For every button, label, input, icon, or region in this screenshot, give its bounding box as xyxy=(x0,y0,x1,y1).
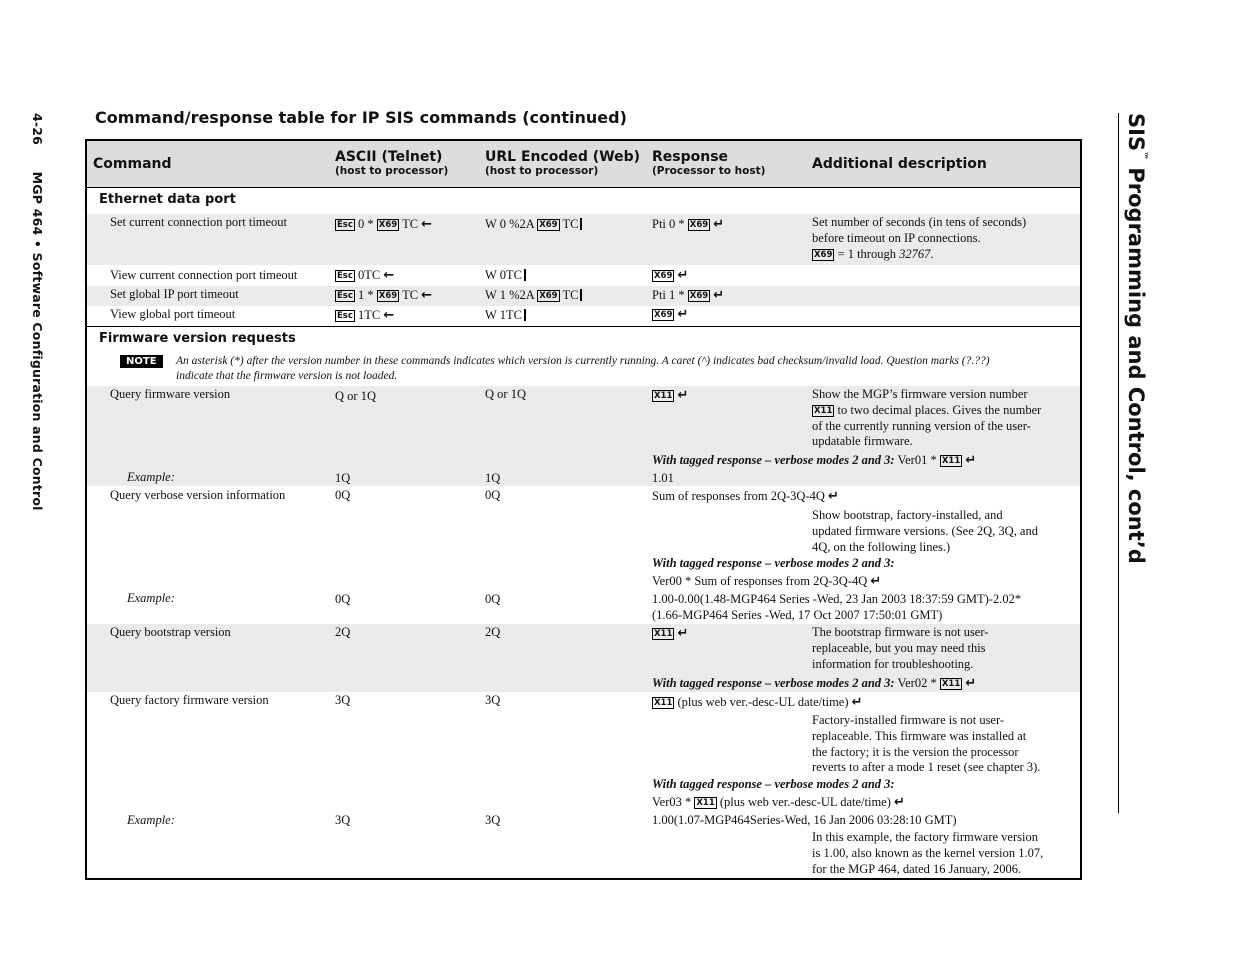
resp-query-verbose: Sum of responses from 2Q-3Q-4Q ↵ xyxy=(652,489,839,504)
tagged-resp-query-verbose: Ver00 * Sum of responses from 2Q-3Q-4Q ↵ xyxy=(652,574,882,589)
table-title: Command/response table for IP SIS commands (continued) xyxy=(95,108,627,127)
x11-key-icon: X11 xyxy=(941,456,961,466)
url-query-factory: 3Q xyxy=(485,693,501,707)
trademark: ™ xyxy=(1138,151,1148,161)
x69-key-icon: X69 xyxy=(539,220,558,230)
tagged-query-verbose: With tagged response – verbose modes 2 and 3: xyxy=(652,556,895,570)
x69-key-icon: X69 xyxy=(654,310,673,320)
example-url: 1Q xyxy=(485,471,501,485)
side-header-right xyxy=(1122,113,1148,583)
pipe-icon xyxy=(524,309,526,321)
x11-key-icon: X11 xyxy=(654,391,673,401)
resp-query-bootstrap xyxy=(652,626,688,642)
x69-key-icon: X69 xyxy=(378,291,398,301)
esc-key-icon: Esc xyxy=(337,291,353,301)
resp-set-global-timeout: Pti 1 * X69 ↵ xyxy=(652,288,725,303)
esc-key-icon: Esc xyxy=(337,311,353,321)
chapter-sis: SIS xyxy=(1124,113,1148,152)
note-badge: NOTE xyxy=(120,355,163,368)
ascii-query-factory: 3Q xyxy=(335,693,351,707)
enter-icon: ↵ xyxy=(894,795,905,810)
desc-query-factory: Factory-installed firmware is not user- replaceable. This firmware was installed at the factory; it is the version the processor reverts to after a mode 1 reset (see chapter 3). xyxy=(812,713,1041,775)
header-ascii: ASCII (Telnet) (host to processor) xyxy=(335,149,449,177)
arrow-left-icon: ← xyxy=(383,308,395,323)
x69-key-icon: X69 xyxy=(654,271,673,281)
enter-icon: ↵ xyxy=(677,307,689,322)
ascii-query-bootstrap: 2Q xyxy=(335,625,351,639)
header-additional: Additional description xyxy=(812,156,987,172)
cmd-set-current-timeout: Set current connection port timeout xyxy=(110,215,288,229)
page-number: 4-26 xyxy=(30,113,45,146)
x69-key-icon: X69 xyxy=(689,291,709,301)
enter-icon: ↵ xyxy=(677,268,689,283)
section-firmware: Firmware version requests xyxy=(99,331,296,346)
desc-query-verbose: Show bootstrap, factory-installed, and updated firmware versions. (See 2Q, 3Q, and 4Q, on the following lines.) xyxy=(812,508,1038,554)
enter-icon: ↵ xyxy=(965,676,977,691)
ascii-set-current-timeout: Esc 0 * X69 TC ← xyxy=(337,217,433,232)
enter-icon: ↵ xyxy=(870,574,882,589)
cmd-query-verbose: Query verbose version information xyxy=(110,488,286,502)
example-label: Example: xyxy=(127,591,175,605)
margin-rule xyxy=(1118,113,1119,813)
ascii-set-global-timeout: Esc 1 * X69 TC ← xyxy=(337,288,433,303)
enter-icon: ↵ xyxy=(677,388,689,403)
tagged-query-firmware: With tagged response – verbose modes 2 and 3: Ver01 * X11 ↵ xyxy=(652,453,977,468)
header-response: Response (Processor to host) xyxy=(652,149,766,177)
x69-key-icon: X69 xyxy=(378,220,398,230)
url-set-global-timeout: W 1 %2A X69 TC xyxy=(485,288,582,304)
x11-key-icon: X11 xyxy=(654,629,673,639)
enter-icon: ↵ xyxy=(713,288,725,303)
resp-set-current-timeout: Pti 0 * X69 ↵ xyxy=(652,217,725,232)
cmd-set-global-timeout: Set global IP port timeout xyxy=(110,287,239,301)
enter-icon: ↵ xyxy=(851,695,863,710)
desc-query-firmware: Show the MGP’s firmware version number X11 to two decimal places. Gives the number of the currently running version of the user- updatable firmware. xyxy=(812,387,1042,449)
tagged-query-bootstrap: With tagged response – verbose modes 2 and 3: Ver02 * X11 ↵ xyxy=(652,676,977,691)
note-text: An asterisk (*) after the version number in these commands indicates which version is currently running. A caret (^) indicates bad checksum/invalid load. Question marks (?.??) indicate that the firmware version is not loaded. xyxy=(176,355,990,382)
pipe-icon xyxy=(580,289,582,301)
esc-key-icon: Esc xyxy=(337,220,353,230)
section-ethernet: Ethernet data port xyxy=(99,192,236,207)
x69-key-icon: X69 xyxy=(814,249,833,260)
header-command: Command xyxy=(93,156,172,172)
cmd-query-factory: Query factory firmware version xyxy=(110,693,269,707)
enter-icon: ↵ xyxy=(713,217,725,232)
example-response: 1.00-0.00(1.48-MGP464 Series -Wed, 23 Jan 2003 18:37:59 GMT)-2.02* (1.66-MGP464 Series -Wed, 17 Oct 2007 17:50:01 GMT) xyxy=(652,592,1022,622)
resp-query-factory: X11 (plus web ver.-desc-UL date/time) ↵ xyxy=(654,695,863,710)
x11-key-icon: X11 xyxy=(654,698,673,708)
esc-key-icon: Esc xyxy=(337,271,353,281)
section-divider xyxy=(87,326,1080,327)
ascii-view-global-timeout: Esc 1TC ← xyxy=(337,308,395,323)
cmd-query-bootstrap: Query bootstrap version xyxy=(110,625,231,639)
x11-key-icon: X11 xyxy=(941,679,961,689)
x69-key-icon: X69 xyxy=(689,220,709,230)
url-view-global-timeout: W 1TC xyxy=(485,308,526,324)
command-table xyxy=(85,139,1082,880)
resp-query-firmware xyxy=(652,388,688,404)
desc-set-current-timeout: Set number of seconds (in tens of seconds) before timeout on IP connections. X69 = 1 through 32767. xyxy=(812,215,1027,261)
table-header xyxy=(87,141,1080,188)
resp-view-global-timeout xyxy=(652,307,688,323)
chapter-title: Programming and Control, cont’d xyxy=(1124,160,1148,564)
example-url: 3Q xyxy=(485,813,501,827)
enter-icon: ↵ xyxy=(965,453,977,468)
example-ascii: 0Q xyxy=(335,592,351,606)
side-header-left xyxy=(31,113,45,533)
url-query-bootstrap: 2Q xyxy=(485,625,501,639)
cmd-query-firmware: Query firmware version xyxy=(110,387,231,401)
enter-icon: ↵ xyxy=(828,489,839,504)
document-title: MGP 464 • Software Configuration and Control xyxy=(30,171,45,511)
url-query-firmware: Q or 1Q xyxy=(485,387,526,401)
x11-key-icon: X11 xyxy=(696,798,715,808)
enter-icon: ↵ xyxy=(677,626,689,641)
x11-key-icon: X11 xyxy=(814,405,833,416)
pipe-icon xyxy=(524,269,526,281)
example-ascii: 1Q xyxy=(335,471,351,485)
cmd-view-current-timeout: View current connection port timeout xyxy=(110,268,298,282)
example-response: 1.01 xyxy=(652,471,674,485)
url-set-current-timeout: W 0 %2A X69 TC xyxy=(485,217,582,233)
x69-key-icon: X69 xyxy=(539,291,558,301)
ascii-query-verbose: 0Q xyxy=(335,488,351,502)
example-label: Example: xyxy=(127,470,175,484)
url-view-current-timeout: W 0TC xyxy=(485,268,526,284)
arrow-left-icon: ← xyxy=(383,268,395,283)
example-url: 0Q xyxy=(485,592,501,606)
resp-view-current-timeout xyxy=(652,268,688,284)
example-ascii: 3Q xyxy=(335,813,351,827)
example-description: In this example, the factory firmware version is 1.00, also known as the kernel version 1.07, for the MGP 464, dated 16 January, 2006. xyxy=(812,830,1044,876)
url-query-verbose: 0Q xyxy=(485,488,501,502)
tagged-query-factory: With tagged response – verbose modes 2 and 3: xyxy=(652,777,895,791)
desc-query-bootstrap: The bootstrap firmware is not user- replaceable, but you may need this information for troubleshooting. xyxy=(812,625,989,671)
arrow-left-icon: ← xyxy=(421,288,433,303)
tagged-resp-query-factory: Ver03 * X11 (plus web ver.-desc-UL date/time) ↵ xyxy=(652,795,905,810)
pipe-icon xyxy=(580,218,582,230)
arrow-left-icon: ← xyxy=(421,217,433,232)
header-url: URL Encoded (Web) (host to processor) xyxy=(485,149,641,177)
example-label: Example: xyxy=(127,813,175,827)
example-response: 1.00(1.07-MGP464Series-Wed, 16 Jan 2006 03:28:10 GMT) xyxy=(652,813,957,827)
ascii-query-firmware: Q or 1Q xyxy=(335,389,376,403)
ascii-view-current-timeout: Esc 0TC ← xyxy=(337,268,395,283)
cmd-view-global-timeout: View global port timeout xyxy=(110,307,236,321)
